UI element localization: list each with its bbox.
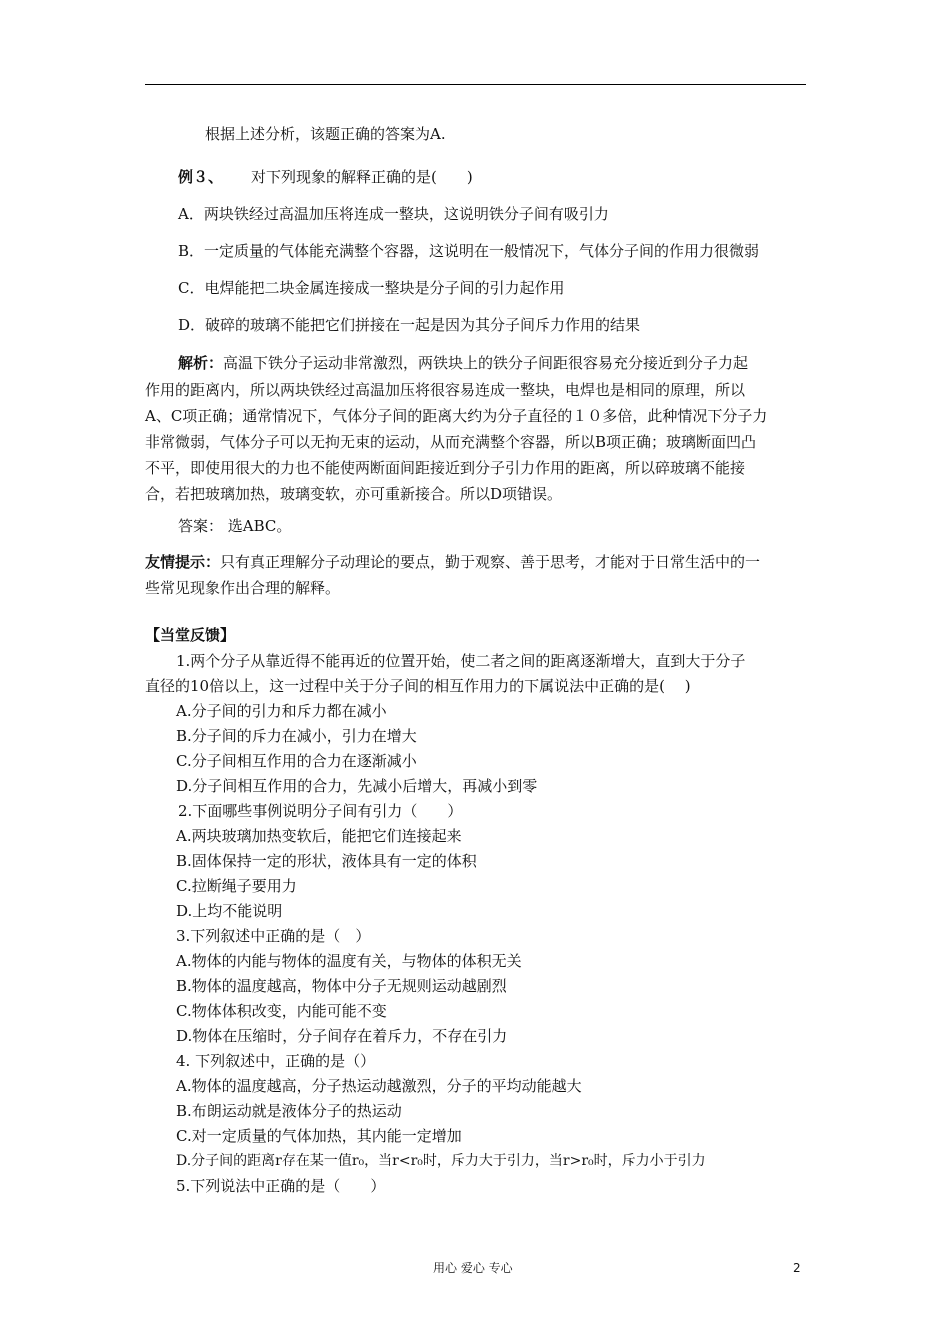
- example3-question-text: 对下列现象的解释正确的是( ): [251, 168, 473, 186]
- feedback-line: D.上均不能说明: [176, 902, 283, 920]
- feedback-heading: 【当堂反馈】: [145, 626, 236, 644]
- tip-line: [145, 552, 760, 572]
- analysis-line: 不平，即使用很大的力也不能使两断面间距接近到分子引力作用的距离，所以碎玻璃不能接: [145, 459, 746, 477]
- tip-text: 只有真正理解分子动理论的要点，勤于观察、善于思考，才能对于日常生活中的一: [220, 553, 761, 571]
- feedback-line: C.物体体积改变，内能可能不变: [176, 1002, 387, 1020]
- example3-question: [178, 167, 473, 187]
- option-c: C．电焊能把二块金属连接成一整块是分子间的引力起作用: [178, 279, 565, 297]
- answer-line: 答案： 选ABC。: [178, 517, 292, 535]
- tip-line: 些常见现象作出合理的解释。: [145, 579, 341, 597]
- example3-label: 例３、: [178, 168, 224, 186]
- feedback-line: 5.下列说法中正确的是（ ）: [176, 1177, 386, 1195]
- option-b: B．一定质量的气体能充满整个容器，这说明在一般情况下，气体分子间的作用力很微弱: [178, 242, 760, 260]
- intro-line: 根据上述分析，该题正确的答案为A.: [205, 125, 446, 143]
- page-number: 2: [793, 1261, 801, 1275]
- feedback-line: A.分子间的引力和斥力都在减小: [176, 702, 387, 720]
- analysis-line: 合，若把玻璃加热，玻璃变软，亦可重新接合。所以D项错误。: [145, 485, 563, 503]
- analysis-label: 解析：: [178, 354, 224, 372]
- feedback-line: C.拉断绳子要用力: [176, 877, 297, 895]
- analysis-line: A、C项正确；通常情况下，气体分子间的距离大约为分子直径的１０多倍，此种情况下分子力: [145, 407, 768, 425]
- option-a: A．两块铁经过高温加压将连成一整块，这说明铁分子间有吸引力: [178, 205, 609, 223]
- feedback-line: C.对一定质量的气体加热，其内能一定增加: [176, 1127, 462, 1145]
- feedback-line: D.分子间相互作用的合力，先减小后增大，再减小到零: [176, 777, 538, 795]
- footer-text: 用心 爱心 专心: [433, 1261, 513, 1275]
- feedback-line: C.分子间相互作用的合力在逐渐减小: [176, 752, 417, 770]
- analysis-text: 高温下铁分子运动非常激烈，两铁块上的铁分子间距很容易充分接近到分子力起: [223, 354, 749, 372]
- feedback-line: B.物体的温度越高，物体中分子无规则运动越剧烈: [176, 977, 507, 995]
- header-rule: [145, 84, 806, 85]
- option-d: D．破碎的玻璃不能把它们拼接在一起是因为其分子间斥力作用的结果: [178, 316, 641, 334]
- feedback-line: A.物体的内能与物体的温度有关，与物体的体积无关: [176, 952, 522, 970]
- feedback-line: A.两块玻璃加热变软后，能把它们连接起来: [176, 827, 462, 845]
- feedback-line: B.固体保持一定的形状，液体具有一定的体积: [176, 852, 477, 870]
- analysis-line: 非常微弱，气体分子可以无拘无束的运动，从而充满整个容器，所以B项正确；玻璃断面凹凸: [145, 433, 757, 451]
- analysis-line: 作用的距离内，所以两块铁经过高温加压将很容易连成一整块，电焊也是相同的原理，所以: [145, 381, 746, 399]
- feedback-line: D.分子间的距离r存在某一值r₀，当r<r₀时，斥力大于引力，当r>r₀时，斥力小于引力: [176, 1153, 706, 1169]
- feedback-line: 2.下面哪些事例说明分子间有引力（ ）: [178, 802, 463, 820]
- analysis-line: [178, 353, 748, 373]
- feedback-line: A.物体的温度越高，分子热运动越激烈，分子的平均动能越大: [176, 1077, 582, 1095]
- feedback-line: D.物体在压缩时，分子间存在着斥力，不存在引力: [176, 1027, 508, 1045]
- feedback-line: 4. 下列叙述中，正确的是（）: [176, 1052, 376, 1070]
- feedback-line: B.布朗运动就是液体分子的热运动: [176, 1102, 402, 1120]
- tip-label: 友情提示：: [145, 553, 221, 571]
- feedback-line: 3.下列叙述中正确的是（ ）: [176, 927, 371, 945]
- feedback-line: 直径的10倍以上，这一过程中关于分子间的相互作用力的下属说法中正确的是( ): [145, 677, 691, 695]
- feedback-line: 1.两个分子从靠近得不能再近的位置开始，使二者之间的距离逐渐增大，直到大于分子: [176, 652, 746, 670]
- feedback-line: B.分子间的斥力在减小，引力在增大: [176, 727, 417, 745]
